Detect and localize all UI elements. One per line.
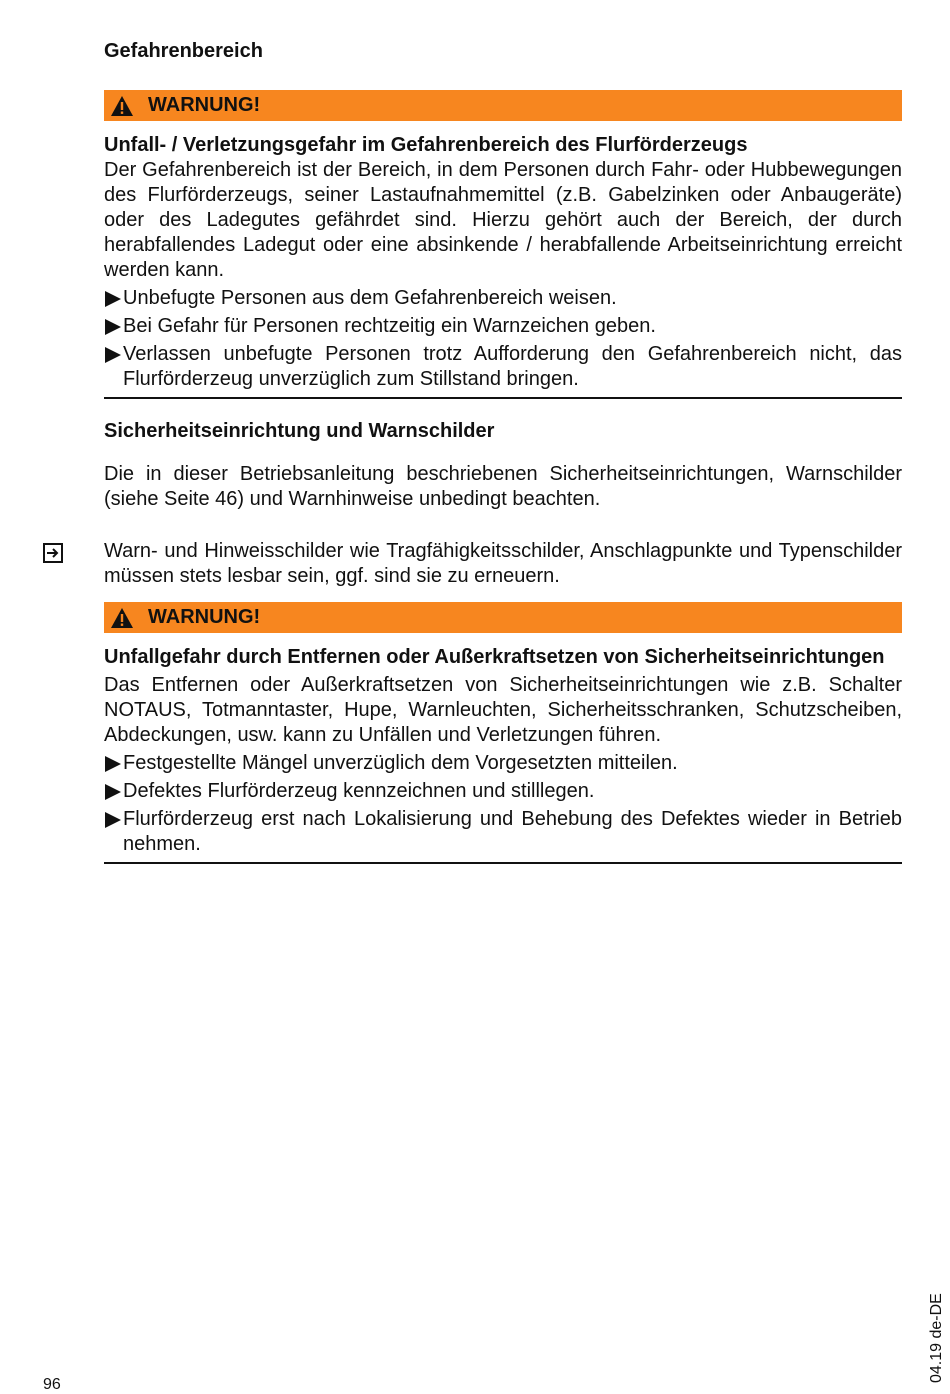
list-item: Flurförderzeug erst nach Lokalisierung und Behebung des Defektes wieder in Betrieb nehmen. bbox=[104, 807, 902, 857]
note-text: Warn- und Hinweisschilder wie Tragfähigkeitsschilder, Anschlagpunkte und Typenschilder müssen stets lesbar sein, ggf. sind sie zu erneuern. bbox=[104, 540, 902, 587]
warning-body: Der Gefahrenbereich ist der Bereich, in dem Personen durch Fahr- oder Hubbewegungen des Flurförderzeugs, seiner Lastaufnahmemittel (z.B. Gabelzinken oder Anbaugeräte) oder des Ladegutes gefährdet sind. Hierzu gehört auch der Bereich, der durch herabfallendes Ladegut oder eine absinkende / herabfallende Arbeitseinrichtung erreicht werden kann. bbox=[104, 159, 902, 281]
arrow-right-icon bbox=[43, 543, 63, 563]
warning-body: Das Entfernen oder Außerkraftsetzen von Sicherheitseinrichtungen wie z.B. Schalter NOTAUS, Totmanntaster, Hupe, Warnleuchten, Sicherheitsschranken, Schutzscheiben, Abdeckungen, usw. kann zu Unfällen und Verletzungen führen. bbox=[104, 674, 902, 746]
section-heading-gefahrenbereich: Gefahrenbereich bbox=[104, 40, 263, 62]
warning-triangle-icon bbox=[110, 607, 134, 629]
triangle-bullet-icon bbox=[104, 314, 123, 339]
warning-label: WARNUNG! bbox=[148, 606, 261, 628]
divider bbox=[104, 862, 902, 864]
section-body: Die in dieser Betriebsanleitung beschriebenen Sicherheitseinrichtungen, Warnschilder (siehe Seite 46) und Warnhinweise unbedingt beachten. bbox=[104, 463, 902, 510]
edition-label: 04.19 de-DE bbox=[928, 1293, 945, 1383]
list-item: Bei Gefahr für Personen rechtzeitig ein Warnzeichen geben. bbox=[104, 314, 902, 339]
warning-bar bbox=[104, 602, 902, 633]
warning-title: Unfall- / Verletzungsgefahr im Gefahrenbereich des Flurförderzeugs bbox=[104, 134, 748, 156]
warning-triangle-icon bbox=[110, 95, 134, 117]
triangle-bullet-icon bbox=[104, 286, 123, 311]
list-item: Festgestellte Mängel unverzüglich dem Vorgesetzten mitteilen. bbox=[104, 751, 902, 776]
list-item: Unbefugte Personen aus dem Gefahrenbereich weisen. bbox=[104, 286, 902, 311]
warning-label: WARNUNG! bbox=[148, 94, 261, 116]
list-item: Verlassen unbefugte Personen trotz Aufforderung den Gefahrenbereich nicht, das Flurförderzeug unverzüglich zum Stillstand bringen. bbox=[104, 342, 902, 392]
triangle-bullet-icon bbox=[104, 779, 123, 804]
list-item: Defektes Flurförderzeug kennzeichnen und stilllegen. bbox=[104, 779, 902, 804]
triangle-bullet-icon bbox=[104, 751, 123, 776]
section-heading-sicherheitseinrichtung: Sicherheitseinrichtung und Warnschilder bbox=[104, 420, 495, 442]
page-number: 96 bbox=[43, 1376, 61, 1393]
triangle-bullet-icon bbox=[104, 807, 123, 857]
warning-bar bbox=[104, 90, 902, 121]
triangle-bullet-icon bbox=[104, 342, 123, 392]
page-content bbox=[104, 38, 902, 864]
warning-title: Unfallgefahr durch Entfernen oder Außerkraftsetzen von Sicherheitseinrichtungen bbox=[104, 646, 885, 668]
